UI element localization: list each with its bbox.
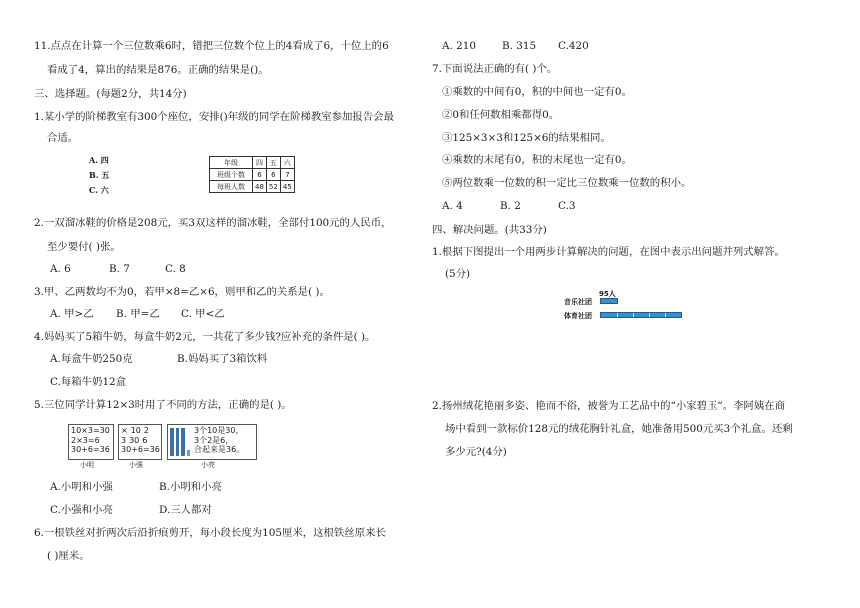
xiaoqiang-sum: 30+6=36 — [121, 445, 160, 454]
grade-cell: 每班人数 — [210, 181, 253, 193]
q7-item-5: ⑤两位数乘一位数的积一定比三位数乘一位数的积小。 — [442, 177, 692, 189]
q3-option-c: C. 甲<乙 — [181, 308, 225, 320]
xiaoming-step: 30+6=36 — [71, 445, 110, 454]
grade-header-1: 四 — [253, 157, 267, 169]
q7-option-c: C.3 — [558, 200, 576, 212]
q6-option-a: A. 210 — [442, 40, 476, 52]
q6-line1: 6.一根铁丝对折两次后沿折痕剪开，每小段长度为105厘米，这根铁丝原来长 — [34, 527, 386, 539]
xiaoming-method — [68, 424, 114, 460]
q7-line1: 7.下面说法正确的有( )个。 — [432, 63, 558, 75]
xiaoqiang-cell: 2 — [143, 426, 149, 435]
sports-club-label: 体育社团 — [564, 312, 592, 320]
q3-option-a: A. 甲>乙 — [50, 308, 94, 320]
grade-table — [209, 156, 295, 193]
grade-cell: 48 — [253, 181, 267, 193]
p1-line2: (5分) — [445, 268, 471, 280]
q11-line2: 看成了4，算出的结果是876。正确的结果是()。 — [47, 64, 269, 76]
q3-line1: 3.甲、乙两数均不为0，若甲×8=乙×6，则甲和乙的关系是( )。 — [34, 286, 330, 298]
q5-line1: 5.三位同学计算12×3时用了不同的方法，正确的是( )。 — [34, 399, 292, 411]
p2-line3: 多少元?(4分) — [445, 446, 507, 458]
sports-club-bar — [600, 312, 682, 318]
xiaoliang-step: 合起来是36。 — [194, 445, 245, 454]
q7-item-1: ①乘数的中间有0，积的中间也一定有0。 — [442, 86, 632, 98]
grade-cell: 6 — [253, 169, 267, 181]
q2-option-b: B. 7 — [109, 263, 130, 275]
xiaoqiang-method — [118, 424, 162, 460]
xiaoqiang-cell: 10 — [130, 426, 141, 435]
q6-option-b: B. 315 — [502, 40, 537, 52]
grade-header-0: 年级 — [210, 157, 253, 169]
q7-item-3: ③125×3×3和125×6的结果相同。 — [442, 132, 611, 144]
bar-value-label: 95人 — [599, 290, 616, 298]
xiaoqiang-cell: 6 — [142, 435, 148, 445]
q2-line1: 2.一双溜冰鞋的价格是208元，买3双这样的溜冰鞋，全部付100元的人民币， — [34, 217, 392, 229]
q1-option-c: C. 六 — [89, 185, 109, 195]
grade-cell: 7 — [280, 169, 294, 181]
grade-cell: 6 — [266, 169, 280, 181]
q7-item-4: ④乘数的末尾有0，积的末尾也一定有0。 — [442, 154, 632, 166]
music-club-label: 音乐社团 — [564, 298, 592, 306]
section4-heading: 四、解决问题。(共33分) — [432, 224, 547, 236]
q7-option-b: B. 2 — [500, 200, 521, 212]
xiaoqiang-cell: 3 — [121, 435, 127, 445]
q7-option-a: A. 4 — [442, 200, 463, 212]
grade-header-3: 六 — [280, 157, 294, 169]
name-xiaoliang: 小亮 — [201, 461, 215, 469]
q4-option-c: C.每箱牛奶12盒 — [50, 376, 127, 388]
xiaoliang-step: 3个2是6， — [194, 435, 234, 445]
q6-option-c: C.420 — [558, 40, 589, 52]
q5-option-d: D.三人都对 — [159, 504, 212, 516]
q5-option-c: C.小强和小亮 — [50, 504, 113, 516]
xiaoliang-method — [167, 424, 257, 460]
p2-line1: 2.扬州绒花艳丽多姿、艳而不俗，被誉为工艺品中的“小家碧玉”。李阿姨在商 — [432, 400, 786, 412]
q1-option-b: B. 五 — [89, 170, 110, 180]
q2-option-c: C. 8 — [165, 263, 186, 275]
grade-cell: 45 — [280, 181, 294, 193]
grade-cell: 52 — [266, 181, 280, 193]
q4-line1: 4.妈妈买了5箱牛奶，每盒牛奶2元，一共花了多少钱?应补充的条件是( )。 — [34, 331, 376, 343]
q7-item-2: ②0和任何数相乘都得0。 — [442, 109, 560, 121]
q1-line2: 合适。 — [47, 132, 79, 144]
grade-header-2: 五 — [266, 157, 280, 169]
xiaoming-step: 10×3=30 — [71, 426, 110, 435]
p1-line1: 1.根据下图提出一个用两步计算解决的问题，在图中表示出问题并列式解答。 — [432, 246, 785, 258]
xiaoming-step: 2×3=6 — [71, 435, 100, 445]
q1-line1: 1.某小学的阶梯教室有300个座位，安排()年级的同学在阶梯教室参加报告会最 — [34, 111, 394, 123]
name-xiaoming: 小明 — [80, 461, 94, 469]
q3-option-b: B. 甲=乙 — [116, 308, 160, 320]
xiaoliang-step: 3个10是30， — [194, 426, 244, 435]
p2-line2: 场中看到一款标价128元的绒花胸针礼盒，她准备用500元买3个礼盒。还剩 — [445, 423, 793, 435]
music-club-bar — [600, 298, 618, 304]
xiaoqiang-cell: × — [121, 426, 128, 435]
name-xiaoqiang: 小强 — [129, 461, 143, 469]
q2-line2: 至少要付( )张。 — [47, 241, 121, 253]
q4-option-b: B.妈妈买了3箱饮料 — [177, 353, 268, 365]
q11-line1: 11.点点在计算一个三位数乘6时，错把三位数个位上的4看成了6，十位上的6 — [34, 40, 389, 52]
q4-option-a: A.每盒牛奶250克 — [50, 353, 133, 365]
q6-line2: ( )厘米。 — [47, 550, 90, 562]
q1-option-a: A. 四 — [89, 155, 109, 165]
q5-option-a: A.小明和小强 — [50, 481, 113, 493]
q2-option-a: A. 6 — [50, 263, 71, 275]
section3-heading: 三、选择题。(每题2分，共14分) — [34, 88, 187, 100]
q5-option-b: B.小明和小亮 — [159, 481, 222, 493]
xiaoqiang-cell: 30 — [129, 435, 140, 445]
counting-blocks-icon — [170, 428, 190, 456]
grade-cell: 班级个数 — [210, 169, 253, 181]
